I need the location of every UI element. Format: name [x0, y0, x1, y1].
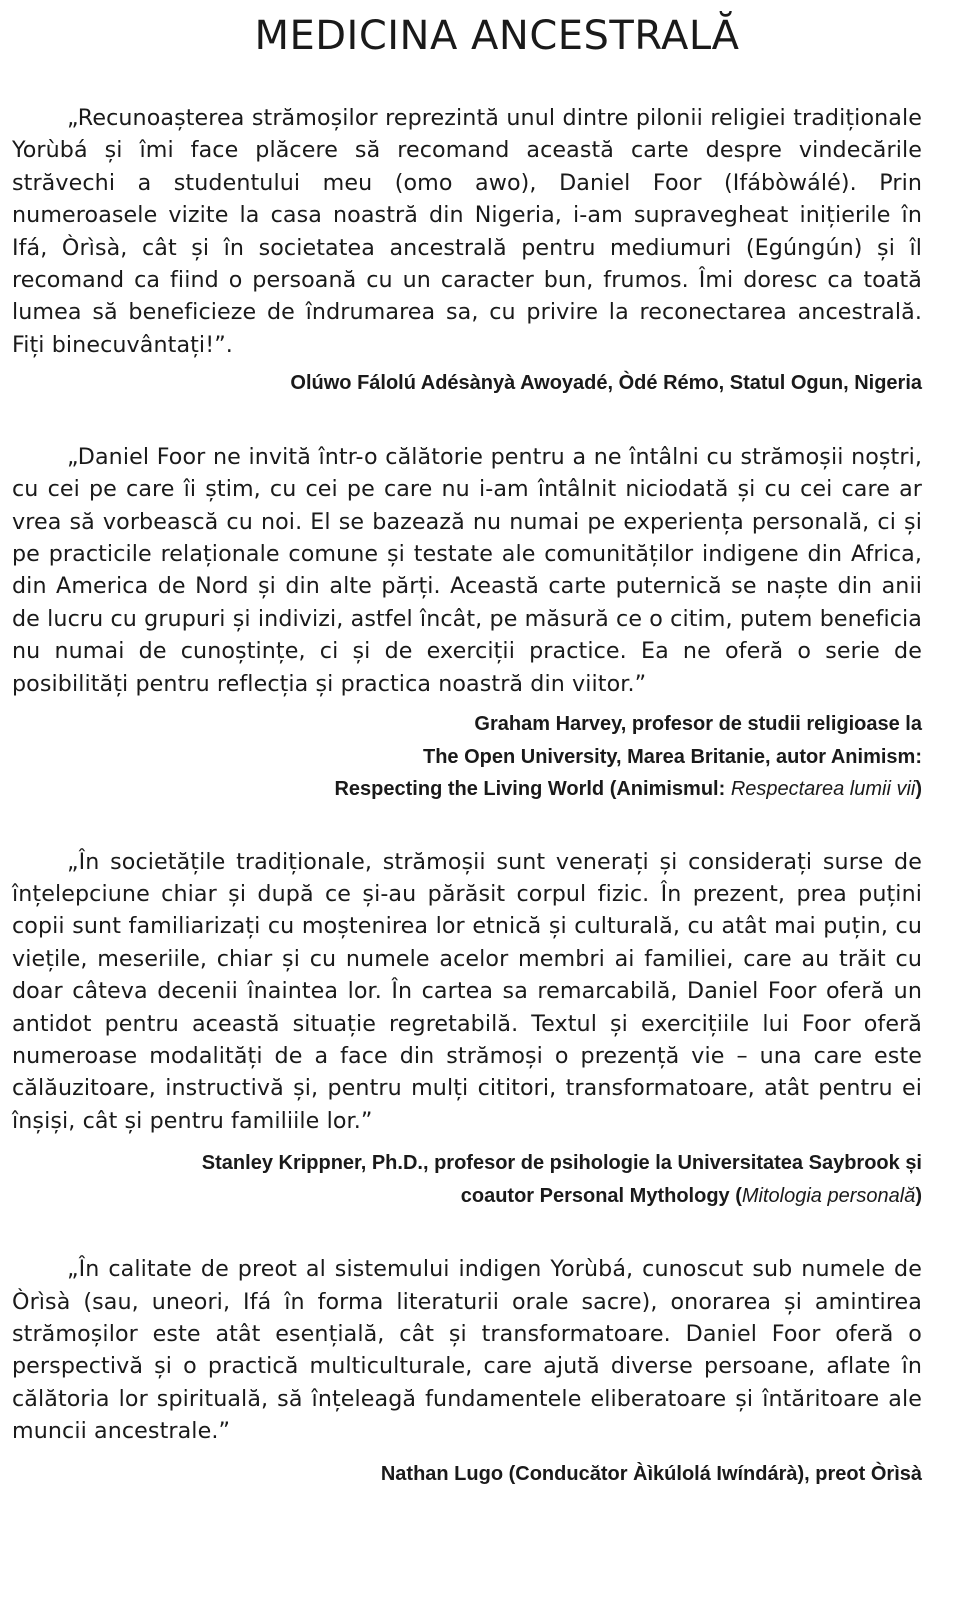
endorsement-quote: „În calitate de preot al sistemului indigen Yorùbá, cunoscut sub numele de Òrìsà (sau, uneori, Ifá în forma literaturii orale sacre), onorarea și amintirea strămoșilor este atât esențială, cât și transformatoare. Daniel Foor oferă o perspectivă și o practică multiculturale, care ajută diverse persoane, aflate în călătoria lor spirituală, să înțeleagă fundamentele eliberatoare și întăritoare ale muncii ancestrale.”	[12, 1256, 922, 1445]
attribution-italic-title: Mitologia personală	[741, 1184, 916, 1207]
attribution-closing-paren: )	[915, 778, 922, 800]
endorsement-quote: „În societățile tradiționale, strămoșii sunt venerați și considerați surse de înțelepciune chiar și după ce și-au părăsit corpul fizic. În prezent, prea puțini copii sunt familiarizați cu moștenirea lor etnică și culturală, cu atât mai puțin, cu viețile, meseriile, chiar și cu numele acelor membri ai familiei, care au trăit cu doar câteva decenii înaintea lor. În cartea sa remarcabilă, Daniel Foor oferă un antidot pentru această situație regretabilă. Textul și exercițiile lui Foor oferă numeroase modalități de a face din strămoși o prezență vie – una care este călăuzitoare, instructivă și, pentru mulți cititori, transformatoare, atât pentru ei înșiși, cât și pentru familiile lor.”	[12, 848, 922, 1134]
attribution-line: Stanley Krippner, Ph.D., profesor de psihologie la Universitatea Saybrook și	[201, 1152, 922, 1175]
attribution-text: Olúwo Fálolú Adésànyà Awoyadé, Òdé Rémo, Statul Ogun, Nigeria	[290, 372, 922, 395]
endorsement-attribution	[12, 367, 922, 400]
endorsement-attribution	[12, 1458, 922, 1491]
attribution-line: Respecting the Living World (Animismul:	[334, 778, 731, 800]
attribution-text: Nathan Lugo (Conducător Àìkúlolá Iwíndárà), preot Òrìsà	[380, 1462, 922, 1485]
attribution-line: The Open University, Marea Britanie, autor Animism:	[422, 745, 922, 768]
page-title: MEDICINA ANCESTRALĂ	[254, 13, 740, 59]
attribution-line: Graham Harvey, profesor de studii religioase la	[474, 713, 922, 735]
endorsement-quote: „Recunoașterea strămoșilor reprezintă unul dintre pilonii religiei tradiționale Yorùbá și îmi face plăcere să recomand această carte despre vindecările străvechi a studentului meu (omo awo), Daniel Foor (Ifábòwálé). Prin numeroasele vizite la casa noastră din Nigeria, i-am supravegheat inițierile în Ifá, Òrìsà, cât și în societatea ancestrală pentru mediumuri (Egúngún) și îl recomand ca fiind o persoană cu un caracter bun, frumos. Îmi doresc ca toată lumea să beneficieze de îndrumarea sa, cu privire la reconectarea ancestrală. Fiți binecuvântați!”.	[12, 105, 922, 358]
endorsement-attribution	[12, 1147, 922, 1212]
attribution-line: coautor Personal Mythology (	[460, 1184, 742, 1207]
attribution-italic-title: Respectarea lumii vii	[730, 778, 916, 800]
endorsement-attribution	[12, 708, 922, 806]
book-page	[12, 0, 922, 1490]
attribution-closing-paren: )	[915, 1184, 922, 1207]
endorsement-quote: „Daniel Foor ne invită într-o călătorie pentru a ne întâlni cu strămoșii noștri, cu cei pe care îi știm, cu cei pe care nu i-am întâlnit niciodată și cu cei care ar vrea să vorbească cu noi. El se bazează nu numai pe experiența personală, ci și pe practicile relaționale comune și testate ale comunităților indigene din Africa, din America de Nord și din alte părți. Această carte puternică se naște din anii de lucru cu grupuri și indivizi, astfel încât, pe măsură ce o citim, putem beneficia nu numai de cunoștințe, ci și de exerciții practice. Ea ne oferă o serie de posibilități pentru reflecția și practica noastră din viitor.”	[12, 443, 922, 697]
